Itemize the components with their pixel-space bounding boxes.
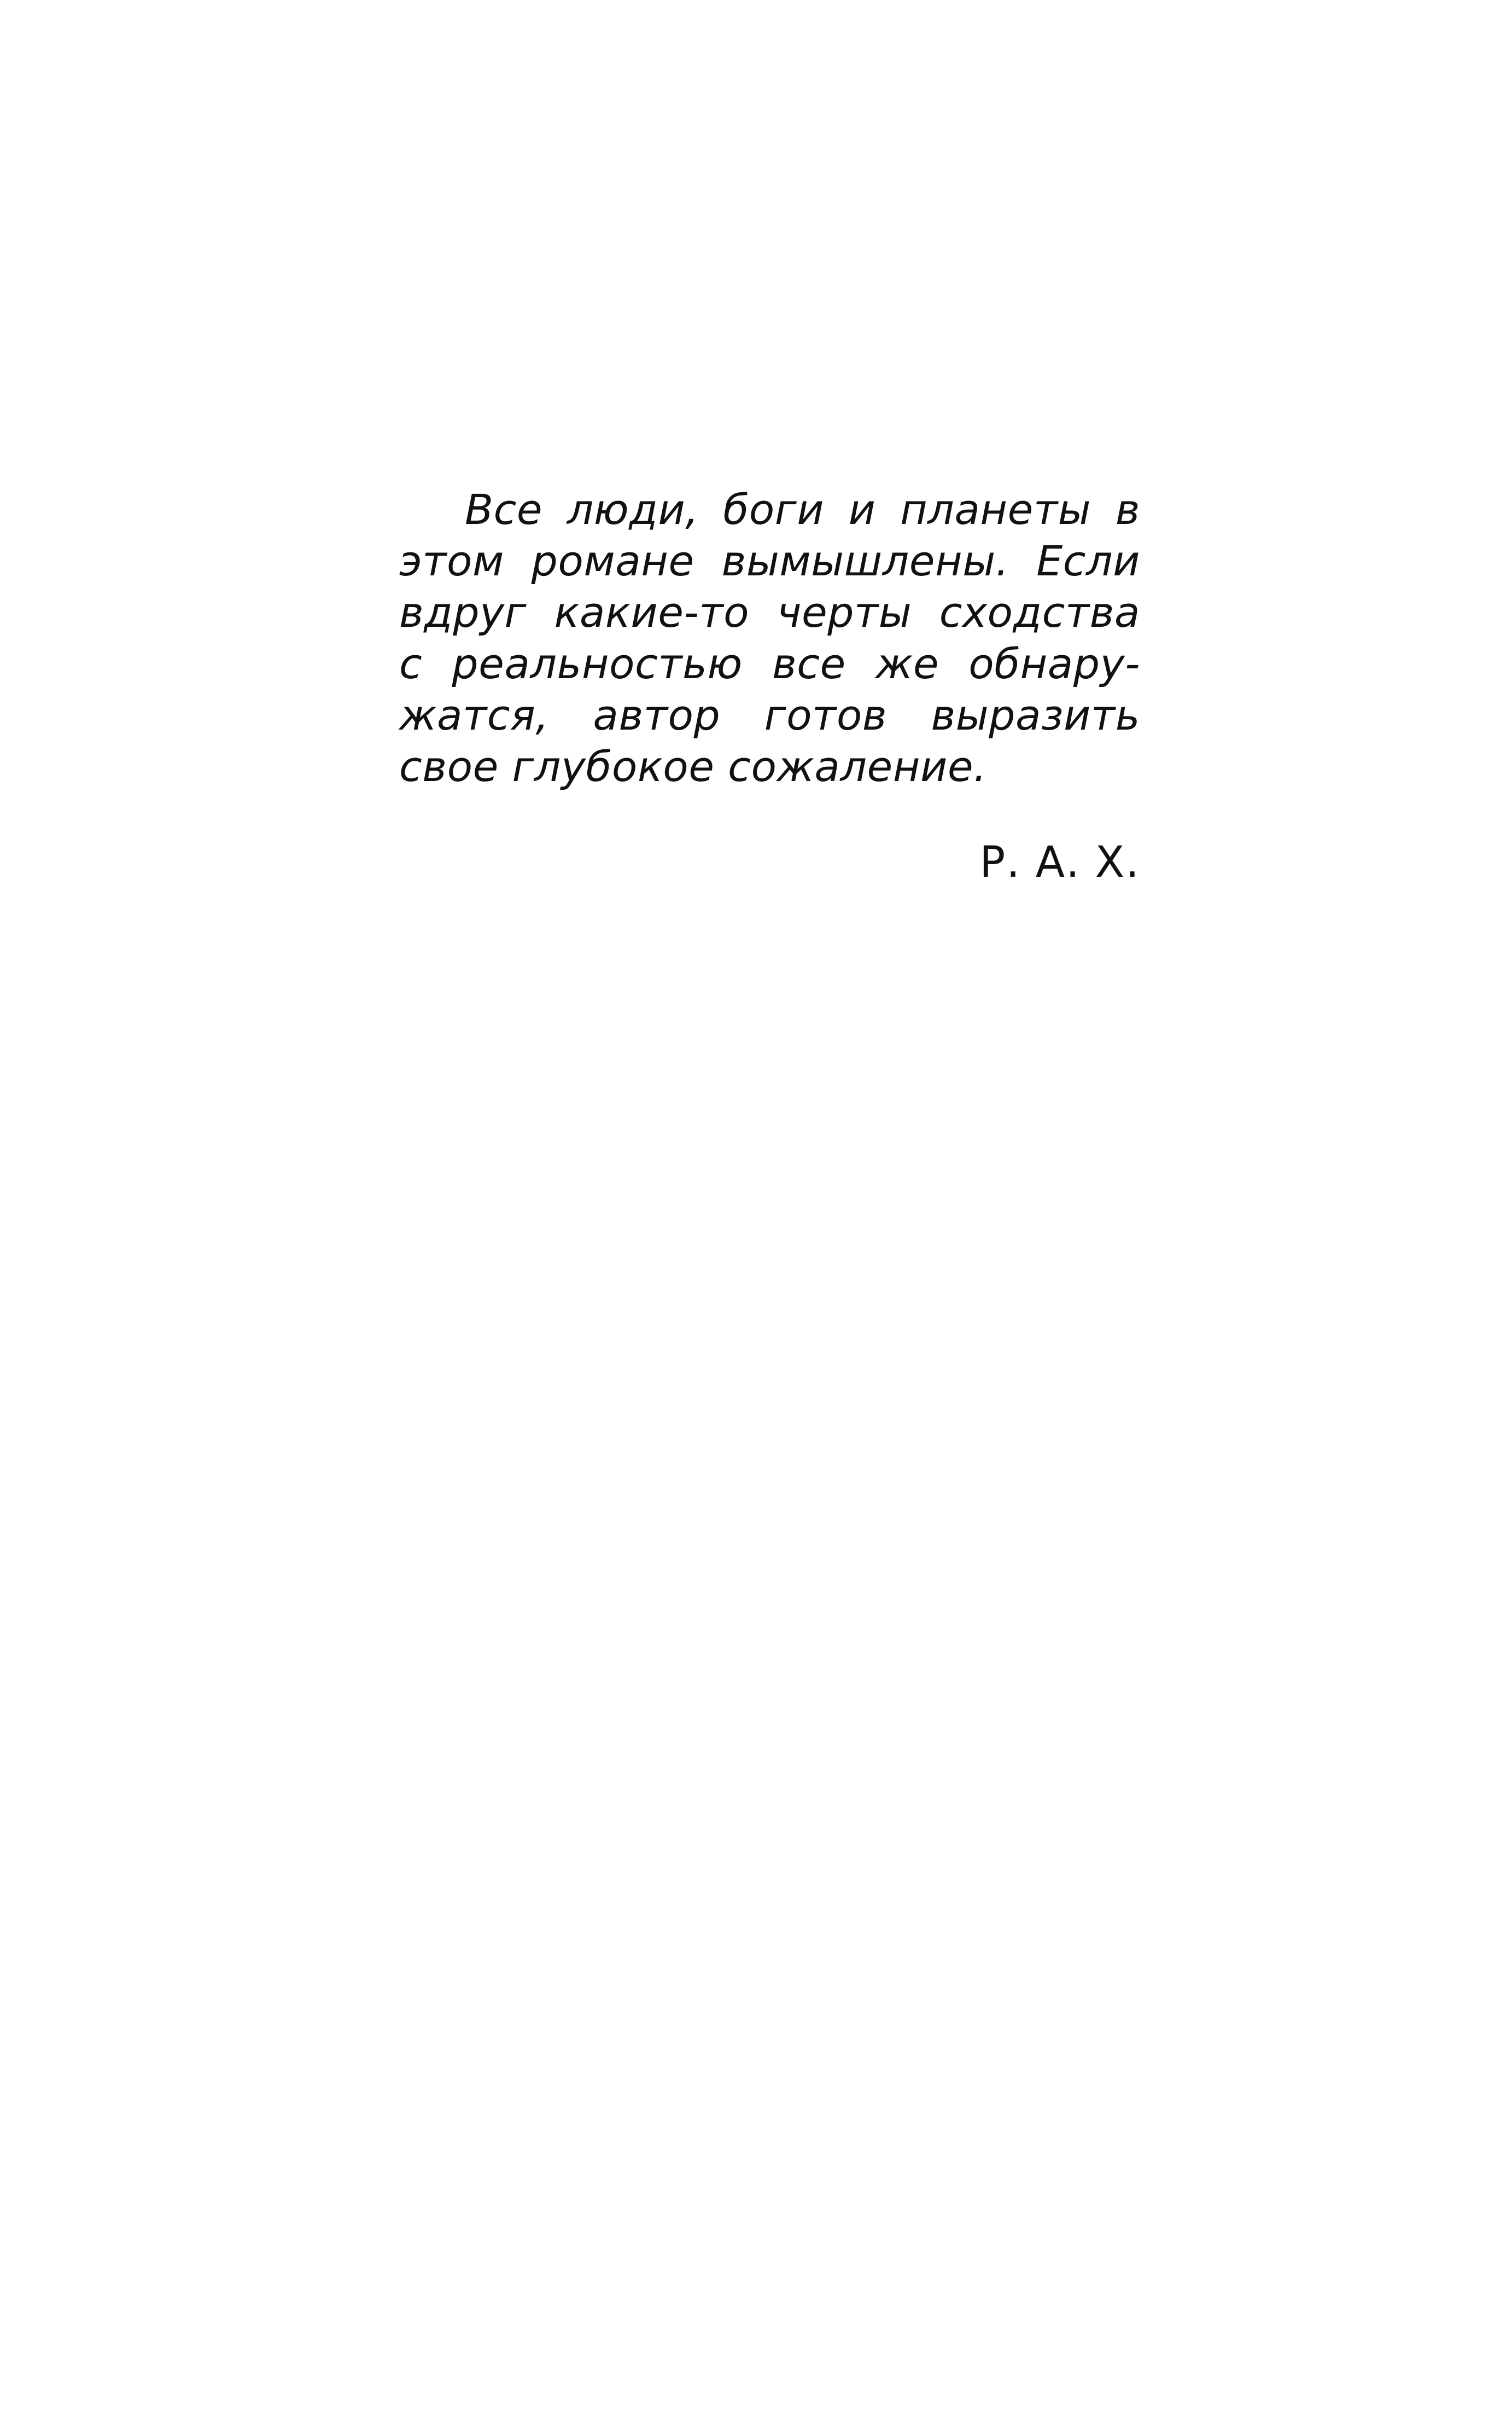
disclaimer-line: вдруг какие-то черты сходства — [399, 588, 1140, 637]
disclaimer-line: жатся, автор готов выразить — [399, 691, 1140, 739]
disclaimer-line: Все люди, боги и планеты в — [465, 485, 1140, 534]
disclaimer-paragraph — [399, 484, 1140, 793]
disclaimer-line: свое глубокое сожаление. — [399, 742, 987, 791]
disclaimer-line: с реальностью все же обнару- — [399, 639, 1140, 688]
author-initials: Р. А. Х. — [979, 838, 1140, 887]
disclaimer-line: этом романе вымышлены. Если — [399, 537, 1140, 585]
